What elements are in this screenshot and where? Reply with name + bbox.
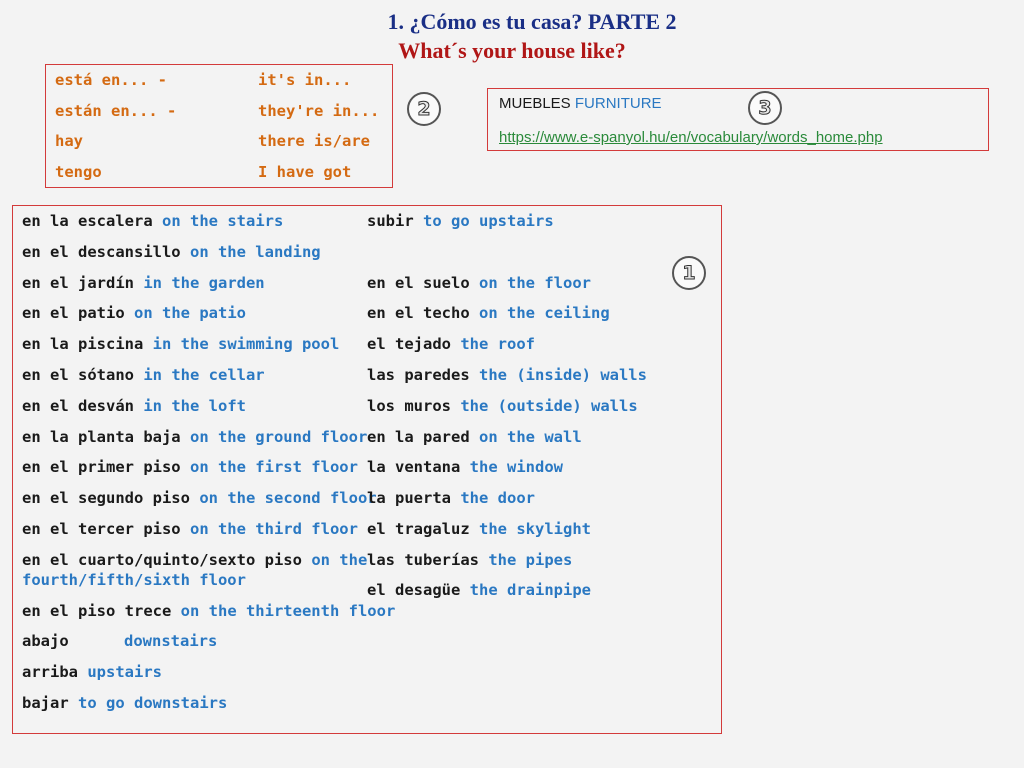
verb-en: they're in...: [258, 102, 380, 120]
verb-es: está en... -: [55, 71, 167, 89]
badge-3: 3: [748, 91, 782, 125]
list-item-en: downstairs: [124, 632, 218, 650]
list-item-es: abajo: [22, 632, 69, 650]
vocabulary-link[interactable]: https://www.e-spanyol.hu/en/vocabulary/words_home.php: [499, 129, 883, 146]
list-item: en el patio on the patio: [22, 304, 246, 322]
list-item: en el piso trece on the thirteenth floor: [22, 602, 396, 620]
list-item: en la escalera on the stairs: [22, 212, 284, 230]
list-item: en el primer piso on the first floor: [22, 458, 358, 476]
list-item: en la planta baja on the ground floor: [22, 428, 368, 446]
furniture-heading: MUEBLES FURNITURE: [499, 95, 662, 112]
list-item: el tragaluz the skylight: [367, 520, 591, 538]
list-item: arriba upstairs: [22, 663, 162, 681]
verb-es: hay: [55, 132, 83, 150]
list-item: en el jardín in the garden: [22, 274, 265, 292]
list-item: las paredes the (inside) walls: [367, 366, 647, 384]
list-item: en el descansillo on the landing: [22, 243, 321, 261]
list-item: en el segundo piso on the second floor: [22, 489, 377, 507]
verb-es: tengo: [55, 163, 102, 181]
list-item: la puerta the door: [367, 489, 535, 507]
vocabulary-box: [12, 205, 722, 734]
list-item: las tuberías the pipes: [367, 551, 573, 569]
furniture-box: [487, 88, 989, 151]
page-title: 1. ¿Cómo es tu casa? PARTE 2: [387, 9, 677, 34]
verb-en: I have got: [258, 163, 352, 181]
badge-2: 2: [407, 92, 441, 126]
list-item: en el desván in the loft: [22, 397, 246, 415]
list-item: la ventana the window: [367, 458, 563, 476]
verb-en: there is/are: [258, 132, 370, 150]
list-item-continuation: fourth/fifth/sixth floor: [22, 571, 246, 589]
list-item: los muros the (outside) walls: [367, 397, 638, 415]
list-item: en la pared on the wall: [367, 428, 582, 446]
list-item: en el cuarto/quinto/sexto piso on the: [22, 551, 368, 569]
page-subtitle: What´s your house like?: [398, 38, 626, 63]
list-item: en el sótano in the cellar: [22, 366, 265, 384]
list-item: en la piscina in the swimming pool: [22, 335, 340, 353]
list-item: en el suelo on the floor: [367, 274, 591, 292]
verbs-box: [45, 64, 393, 188]
list-item: bajar to go downstairs: [22, 694, 228, 712]
list-item: subir to go upstairs: [367, 212, 554, 230]
badge-1: 1: [672, 256, 706, 290]
verb-en: it's in...: [258, 71, 352, 89]
list-item: en el tercer piso on the third floor: [22, 520, 358, 538]
list-item: el tejado the roof: [367, 335, 535, 353]
list-item: en el techo on the ceiling: [367, 304, 610, 322]
list-item: el desagüe the drainpipe: [367, 581, 591, 599]
verb-es: están en... -: [55, 102, 177, 120]
